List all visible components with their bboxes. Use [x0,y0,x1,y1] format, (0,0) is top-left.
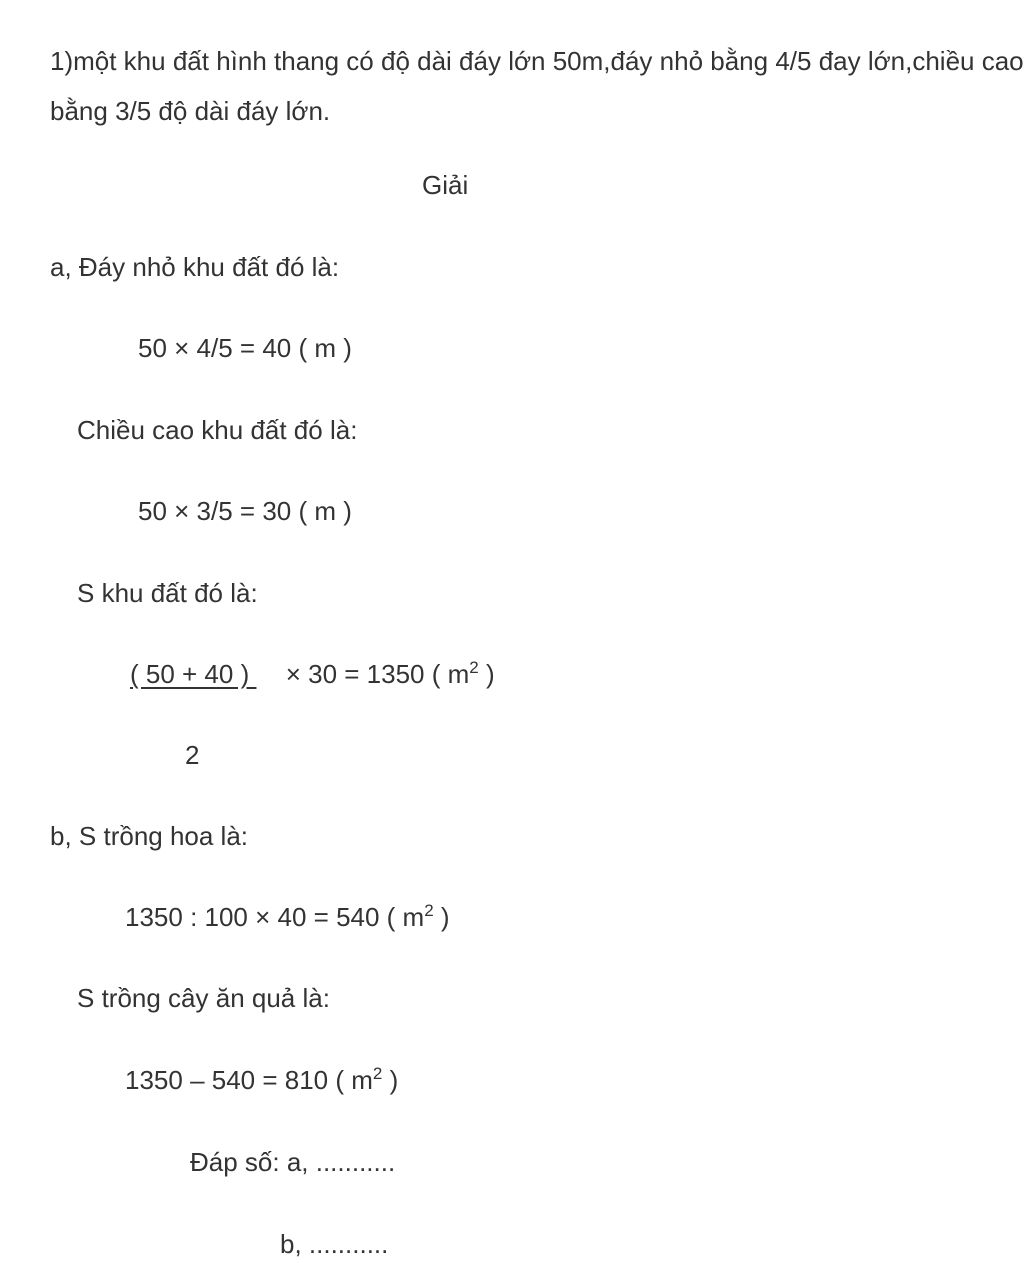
small-base-calculation: 50 × 4/5 = 40 ( m ) [138,333,352,363]
height-calculation: 50 × 3/5 = 30 ( m ) [138,496,352,526]
fruit-area-label: S trồng cây ăn quả là: [77,983,330,1013]
part-b-label: b, S trồng hoa là: [50,821,249,851]
area-unit-exponent: 2 [469,658,479,677]
fruit-unit-exponent: 2 [372,1064,383,1083]
problem-statement: 1)một khu đất hình thang có độ dài đáy lớn 50m,đáy nhỏ bằng 4/5 đay lớn,chiều cao bằng 3/5 độ dài đáy lớn. [50,46,1024,126]
flower-area-calculation: 1350 : 100 × 40 = 540 ( $m^2$ ) [125,901,450,932]
area-unit-close: ) [478,659,495,689]
part-a-label: a, Đáy nhỏ khu đất đó là: [50,252,340,282]
answer-line-b: b, ........... [280,1229,389,1259]
area-label: S khu đất đó là: [77,578,258,608]
answer-line-a: Đáp số: a, ........... [190,1147,396,1177]
area-calculation-rest: × 30 = 1350 ( m [285,659,470,689]
area-fraction-numerator: ( 50 + 40 ) [130,659,257,689]
solution-heading: Giải [422,170,469,200]
fruit-area-calculation: 1350 – 540 = 810 ( $m^2$ ) [125,1064,399,1095]
area-fraction-denominator: 2 [185,740,200,770]
flower-unit-exponent: 2 [424,901,434,920]
area-calculation [130,659,495,689]
height-label: Chiều cao khu đất đó là: [77,415,358,445]
